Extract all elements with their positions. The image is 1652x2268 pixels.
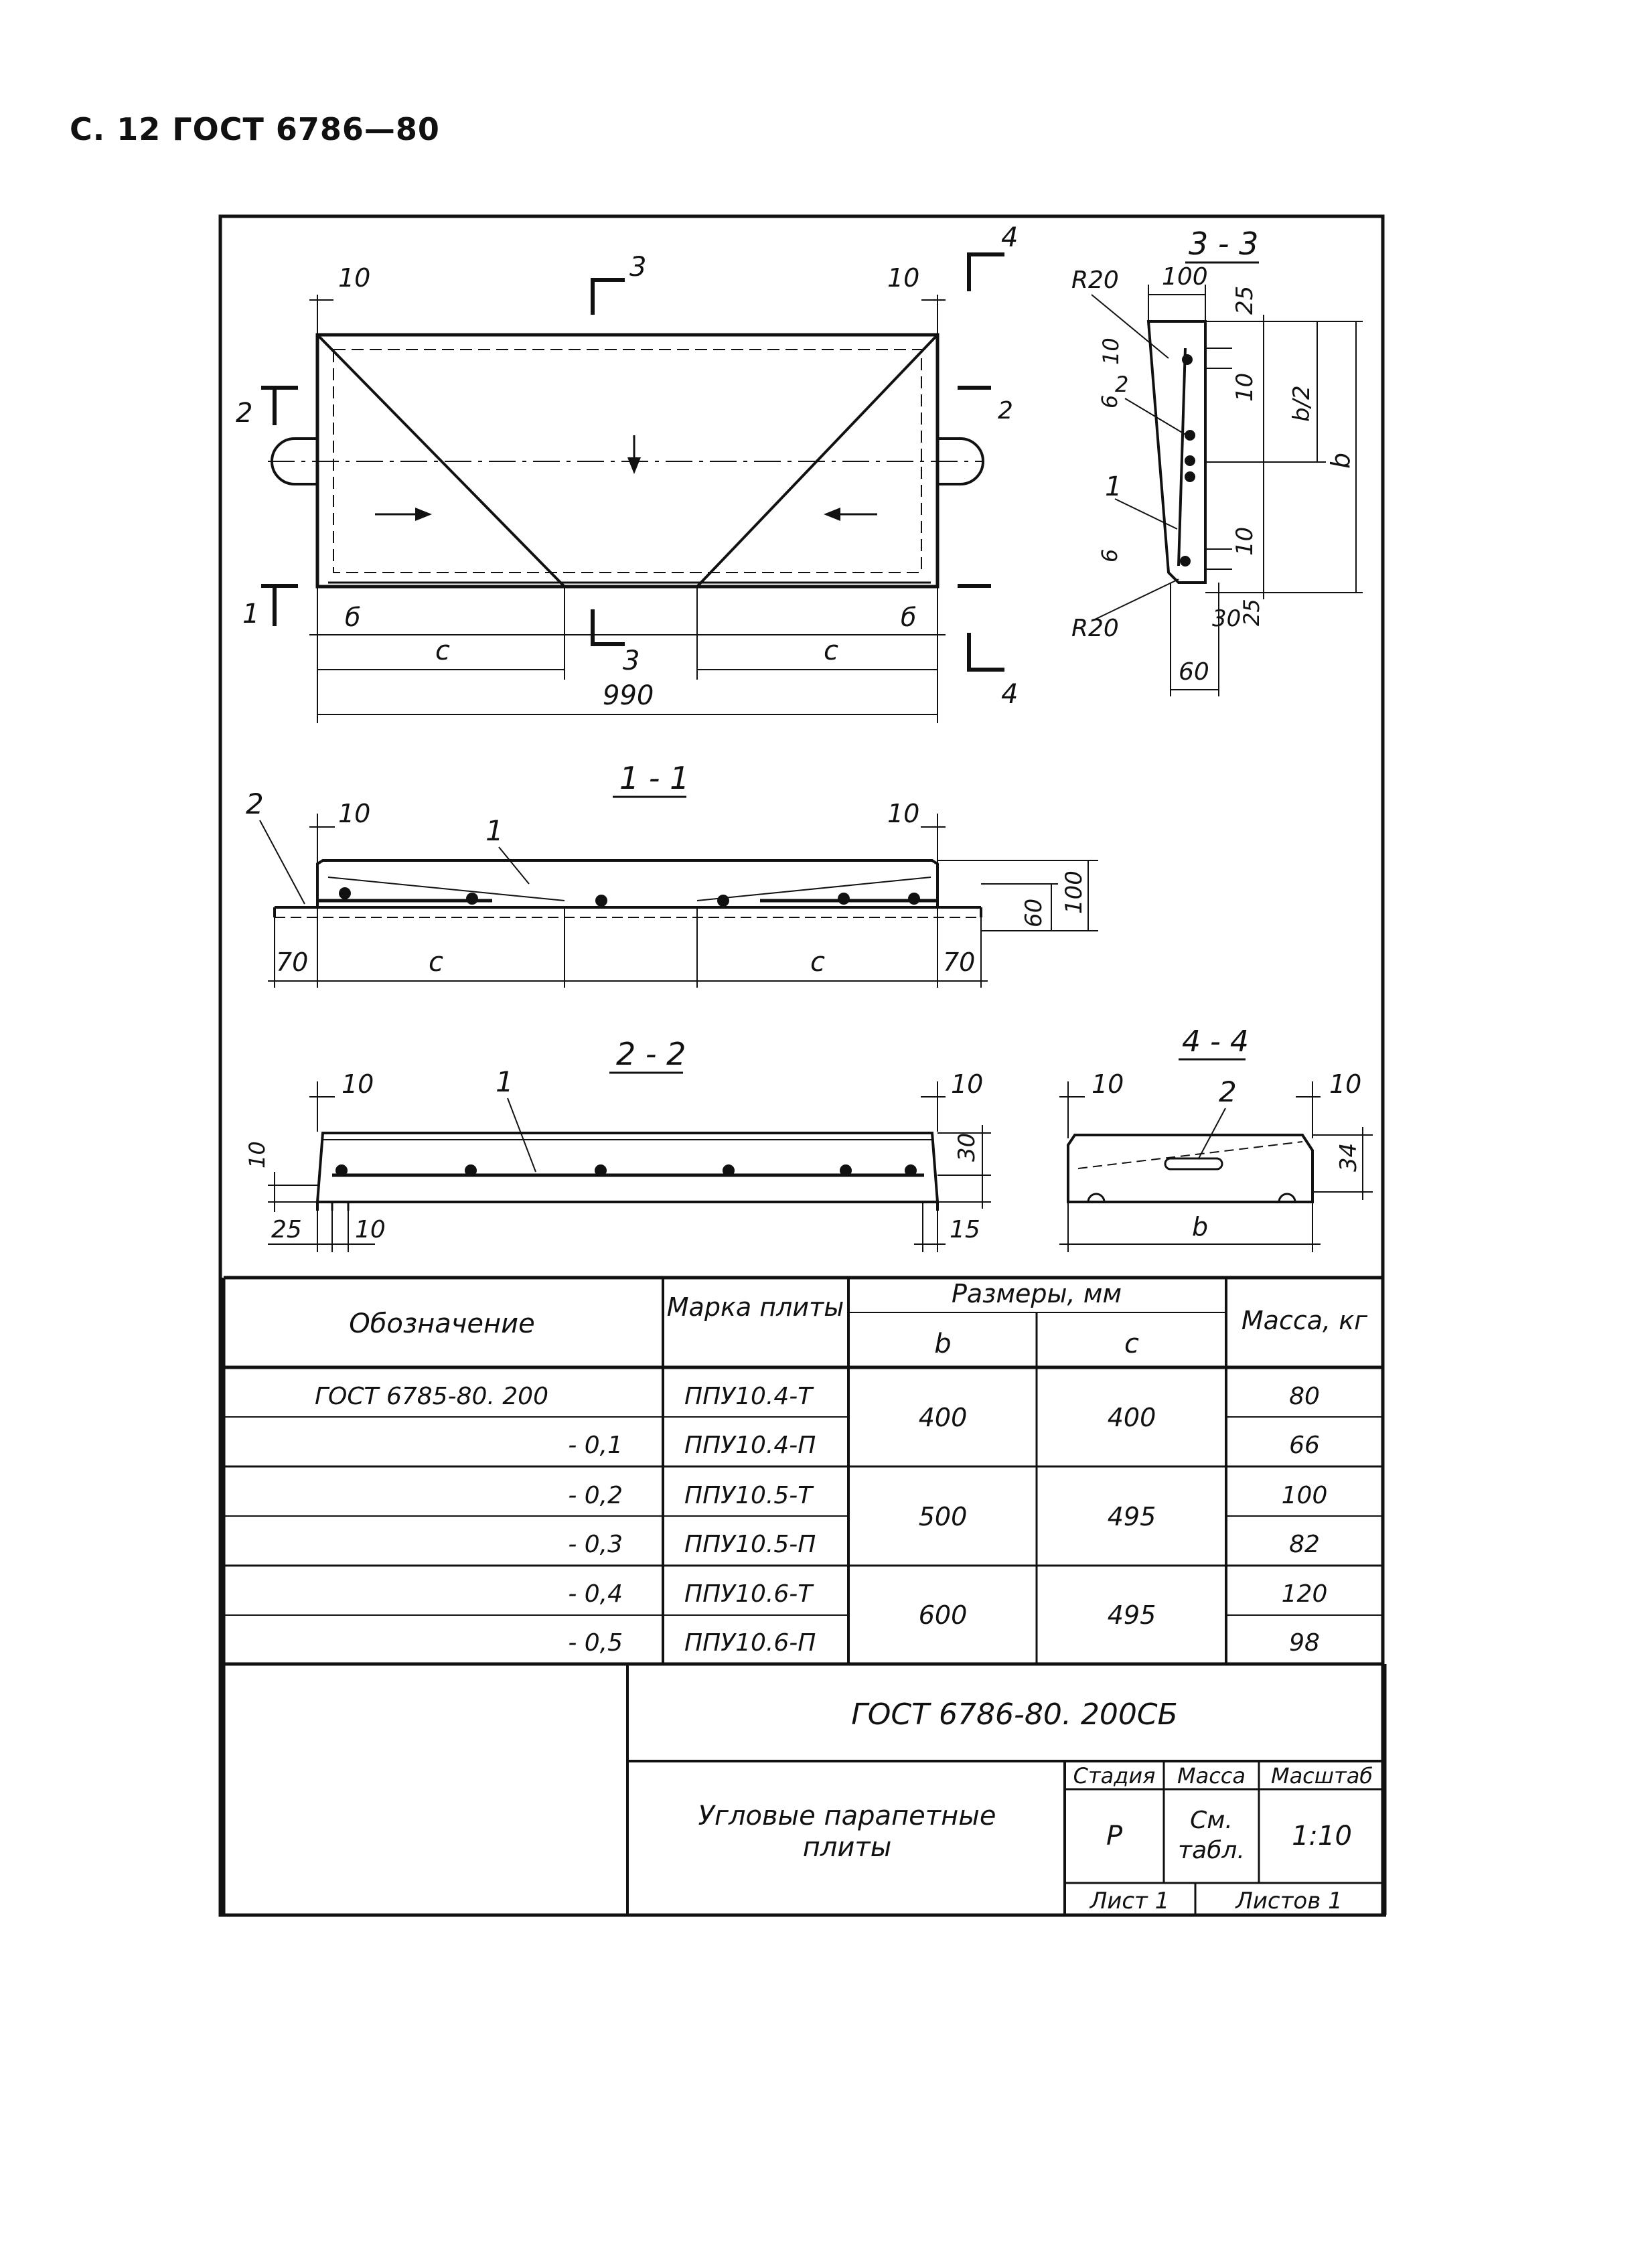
plan-dim-c-right: с [824,635,838,666]
s33-r-top: R20 [1071,267,1119,294]
s44-dim-left: 10 [1092,1069,1124,1099]
s11-dim-edge-right: 10 [887,799,920,828]
s33-small-a: 6 [1097,394,1122,408]
row-5-b: 600 [918,1600,968,1630]
tb-stage: Р [1106,1821,1123,1851]
row-4-mass: 82 [1289,1531,1320,1558]
s33-bottom-30: 30 [1212,605,1242,632]
row-2-designation: - 0,1 [568,1432,623,1459]
row-1-b: 400 [918,1403,968,1432]
s22-dim-edge-left: 10 [342,1069,374,1099]
s33-width: 100 [1162,263,1208,291]
s33-base: 60 [1179,658,1209,686]
tb-mass-label: Масса [1177,1763,1246,1789]
standard-number: ГОСТ 6786—80 [172,111,440,147]
s33-dim-top-25: 25 [1231,285,1258,315]
row-4-mark: ППУ10.5-П [684,1531,816,1558]
row-6-mark: ППУ10.6-П [684,1629,816,1657]
row-2-mark: ППУ10.4-П [684,1432,816,1459]
row-6-designation: - 0,5 [568,1629,623,1657]
section-4-4 [1059,1025,1373,1252]
s33-left-10: 10 [1098,337,1124,365]
row-5-c: 495 [1107,1600,1156,1630]
th-mass: Масса, кг [1241,1306,1368,1335]
th-mark [667,1292,844,1322]
tb-name-line1: Угловые парапетные [698,1801,996,1831]
section-3-3 [1071,226,1363,696]
plan-dim-right-edge: 10 [887,263,920,293]
row-5-mass: 120 [1281,1580,1328,1608]
section-marker-2-left: 2 [236,398,253,429]
section-marker-3-bottom: 3 [623,646,640,676]
s33-r-bottom: R20 [1071,615,1119,642]
section-2-2-title: 2 - 2 [616,1036,686,1072]
s44-dim-right: 10 [1329,1069,1362,1099]
section-4-4-title: 4 - 4 [1182,1025,1249,1059]
row-5-designation: - 0,4 [568,1580,623,1608]
s33-dim-half-b: b/2 [1288,385,1315,422]
s11-dim-c-left: с [429,947,443,978]
s22-dim-30: 30 [954,1132,980,1162]
tb-scale-label: Масштаб [1270,1763,1373,1789]
row-5-mark: ППУ10.6-Т [684,1580,813,1608]
th-mark-text: Марка плиты [666,1292,844,1322]
row-1-mark: ППУ10.4-Т [684,1383,813,1410]
row-3-c: 495 [1107,1502,1156,1531]
row-3-designation: - 0,2 [568,1482,623,1509]
tb-scale: 1:10 [1292,1821,1352,1851]
s22-callout-1: 1 [496,1065,514,1098]
tb-sheet: Лист 1 [1090,1888,1170,1914]
th-b: b [934,1329,952,1359]
row-1-c: 400 [1107,1403,1156,1432]
tb-stage-label: Стадия [1073,1763,1156,1789]
s33-dim-10-b: 10 [1231,526,1258,556]
title-block [224,1664,1386,1915]
s11-dim-c-right: с [810,947,825,978]
plan-dim-bottom-left: б [345,603,361,632]
s33-dim-10-a: 10 [1231,372,1258,402]
tb-mass-line2: табл. [1178,1837,1245,1864]
page-ref: С. 12 [70,111,161,147]
row-3-mark: ППУ10.5-Т [684,1482,813,1509]
row-6-mass: 98 [1289,1629,1320,1657]
plan-dim-total: 990 [603,680,654,711]
s44-callout-2: 2 [1219,1075,1237,1108]
plan-dim-c-left: с [435,635,450,666]
tb-code: ГОСТ 6786-80. 200СБ [851,1697,1178,1732]
section-2-2 [244,1036,991,1252]
s33-dim-b: b [1326,452,1355,469]
s11-callout-1: 1 [485,814,504,847]
section-marker-2-right: 2 [998,397,1013,425]
th-designation: Обозначение [349,1308,535,1339]
row-3-mass: 100 [1281,1482,1328,1509]
tb-sheets: Листов 1 [1235,1888,1343,1914]
plan-dim-left-edge: 10 [338,263,371,293]
s11-dim-edge-left: 10 [338,799,371,828]
s22-dim-15: 15 [950,1216,980,1243]
s33-callout-2: 2 [1115,372,1129,397]
th-c: с [1124,1329,1139,1359]
s33-small-b: 6 [1097,548,1122,562]
section-marker-1-left: 1 [242,599,260,629]
row-4-designation: - 0,3 [568,1531,623,1558]
row-3-b: 500 [918,1502,968,1531]
row-1-mass: 80 [1289,1383,1320,1410]
s11-dim-70-left: 70 [276,948,309,977]
section-marker-4-bottom: 4 [1001,679,1019,710]
s22-dim-edge-right: 10 [951,1069,984,1099]
tb-name-line2: плиты [802,1832,892,1863]
tb-mass-line1: См. [1190,1807,1233,1834]
plan-dim-bottom-right: б [901,603,917,632]
row-1-designation: ГОСТ 6785-80. 200 [315,1383,548,1410]
s11-dim-100: 100 [1061,871,1087,914]
s11-callout-2: 2 [246,787,264,820]
section-3-3-title: 3 - 3 [1189,226,1259,262]
row-2-mass: 66 [1289,1432,1320,1459]
th-sizes: Размеры, мм [951,1279,1122,1308]
plan-view [236,222,1018,723]
section-1-1-title: 1 - 1 [619,760,690,796]
s33-callout-1: 1 [1105,471,1122,502]
s33-bottom-25: 25 [1239,599,1264,626]
sheet-frame [220,216,1383,1915]
section-marker-4-top: 4 [1001,222,1019,253]
s22-dim-10: 10 [355,1216,386,1243]
s11-dim-70-right: 70 [943,948,976,977]
section-1-1 [246,760,1098,988]
s22-dim-left-10: 10 [244,1141,270,1168]
s44-dim-34: 34 [1335,1142,1362,1172]
s22-dim-25: 25 [271,1216,302,1243]
s44-dim-b: b [1192,1212,1209,1241]
section-marker-3-top: 3 [629,252,647,283]
s11-dim-60: 60 [1021,898,1047,927]
